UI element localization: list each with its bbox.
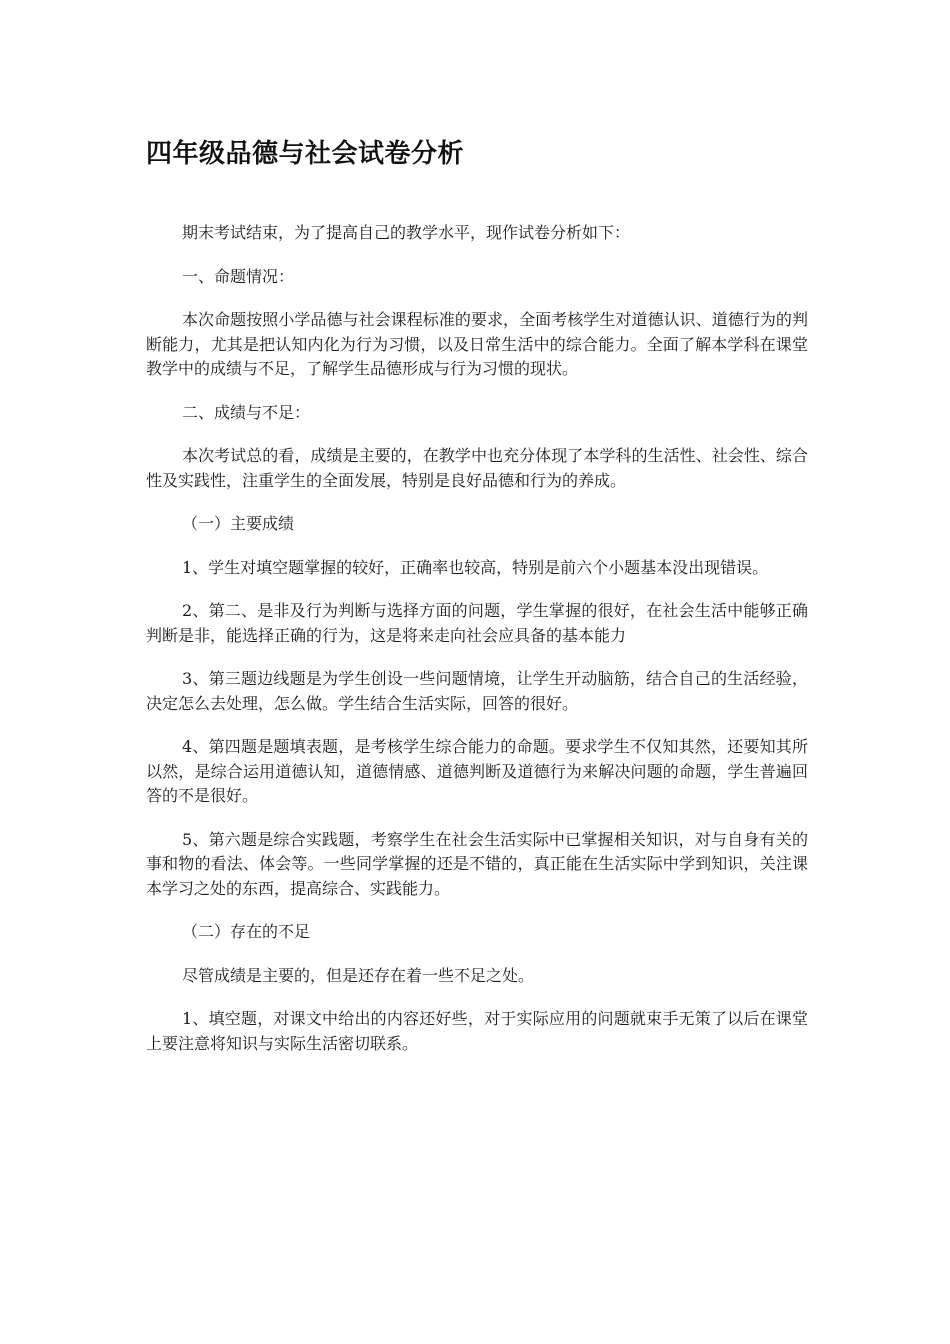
section-heading-results: 二、成绩与不足： [182,402,311,422]
document-title: 四年级品德与社会试卷分析 [146,139,465,169]
subsection-heading-main-results: （一）主要成绩 [182,514,295,533]
paragraph-proposition: 本次命题按照小学品德与社会课程标准的要求，全面考核学生对道德认识、道德行为的判断能力，尤其是把认知内化为行为习惯，以及日常生活中的综合能力。全面了解本学科在课堂教学中的成绩与不足，了解学生品德形成与行为习惯的现状。 [146,310,808,378]
list-item-result-2: 2、第二、是非及行为判断与选择方面的问题，学生掌握的很好，在社会生活中能够正确判断是非，能选择正确的行为，这是将来走向社会应具备的基本能力 [146,601,808,645]
paragraph-intro: 期末考试结束，为了提高自己的教学水平，现作试卷分析如下： [182,223,631,242]
list-item-result-1: 1、学生对填空题掌握的较好，正确率也较高，特别是前六个小题基本没出现错误。 [182,557,769,577]
subsection-heading-shortcomings: （二）存在的不足 [182,922,311,941]
list-item-result-4: 4、第四题是题填表题，是考核学生综合能力的命题。要求学生不仅知其然，还要知其所以然，是综合运用道德认知，道德情感、道德判断及道德行为来解决问题的命题，学生普遍回答的不是很好。 [146,737,808,805]
section-heading-proposition: 一、命题情况： [182,266,295,286]
list-item-shortcoming-1: 1、填空题，对课文中给出的内容还好些，对于实际应用的问题就束手无策了以后在课堂上要注意将知识与实际生活密切联系。 [146,1009,808,1053]
list-item-result-3: 3、第三题边线题是为学生创设一些问题情境，让学生开动脑筋，结合自己的生活经验，决定怎么去处理，怎么做。学生结合生活实际，回答的很好。 [146,669,808,713]
list-item-result-5: 5、第六题是综合实践题，考察学生在社会生活实际中已掌握相关知识，对与自身有关的事和物的看法、体会等。一些同学掌握的还是不错的，真正能在生活实际中学到知识，关注课本学习之处的东西，提高综合、实践能力。 [146,829,808,898]
paragraph-shortcomings-intro: 尽管成绩是主要的，但是还存在着一些不足之处。 [182,965,535,985]
document-body [146,221,808,1075]
paragraph-results-summary: 本次考试总的看，成绩是主要的，在教学中也充分体现了本学科的生活性、社会性、综合性及实践性，注重学生的全面发展，特别是良好品德和行为的养成。 [146,446,808,490]
